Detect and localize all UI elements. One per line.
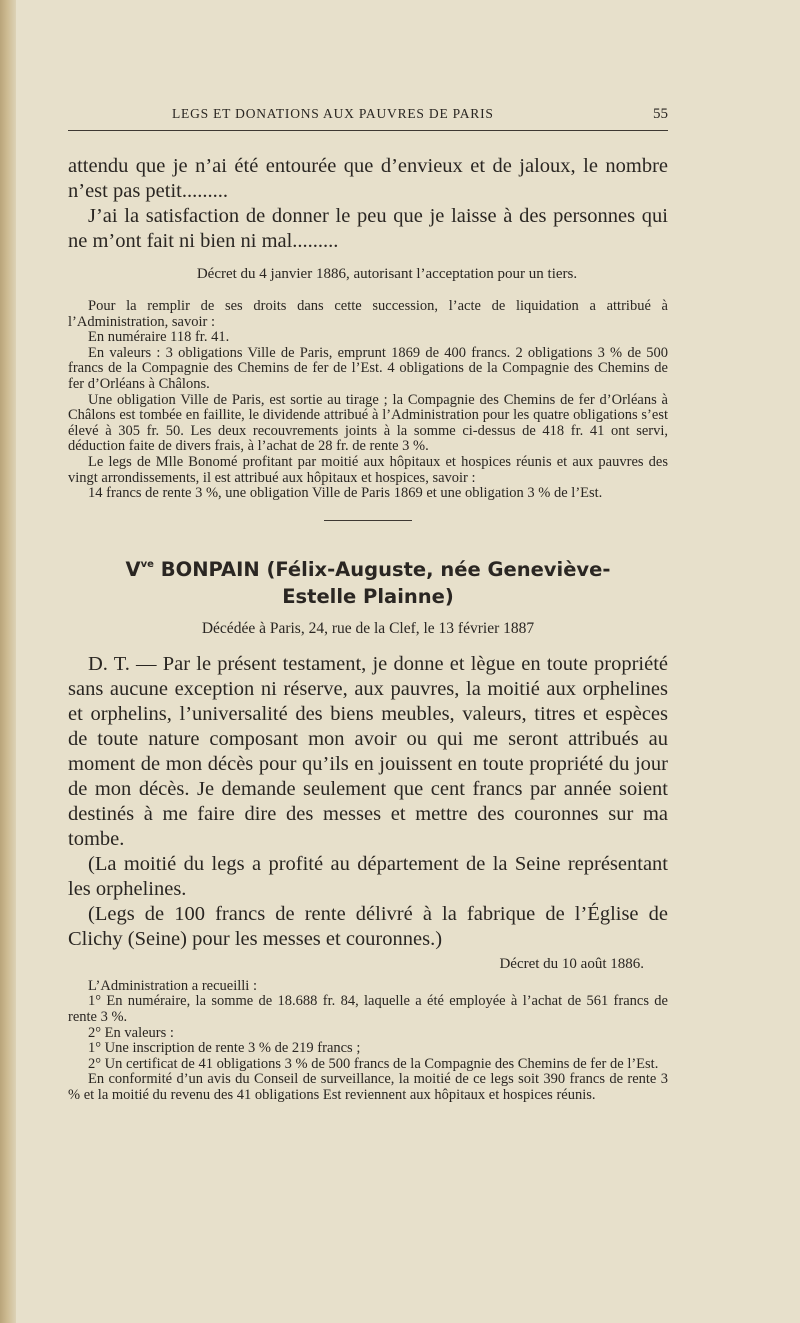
note-paragraph: En valeurs : 3 obligations Ville de Paris, emprunt 1869 de 400 francs. 2 obligations 3 % de 500 francs de la Compagnie des Chemins de fer de l’Est. 4 obligations de la Compagnie des Chemins de fer d’Orléans à Châlons.	[68, 344, 668, 392]
heading-name-line1: BONPAIN (Félix-Auguste, née Geneviève-	[160, 557, 611, 581]
note-paragraph: 1° Une inscription de rente 3 % de 219 francs ;	[88, 1040, 361, 1057]
entry-heading	[68, 551, 668, 610]
testament-paragraph: attendu que je n’ai été entourée que d’envieux et de jaloux, le nombre n’est pas petit.........	[68, 155, 668, 202]
decree-line: Décret du 10 août 1886.	[499, 955, 644, 972]
note-paragraph: 1° En numéraire, la somme de 18.688 fr. 84, laquelle a été employée à l’achat de 561 francs de rente 3 %.	[68, 993, 668, 1025]
note-paragraph: 2° En valeurs :	[88, 1024, 174, 1041]
section-divider	[324, 520, 412, 521]
page-number: 55	[653, 106, 668, 122]
page-content	[68, 154, 668, 1103]
note-paragraph: Pour la remplir de ses droits dans cette succession, l’acte de liquidation a attribué à l’Administration, savoir :	[68, 298, 668, 330]
testament-paragraph: (La moitié du legs a profité au département de la Seine représentant les orphelines.	[68, 852, 668, 900]
decree-line: Décret du 4 janvier 1886, autorisant l’acceptation pour un tiers.	[196, 266, 578, 282]
note-paragraph: L’Administration a recueilli :	[88, 977, 257, 994]
header-rule	[68, 130, 668, 131]
note-paragraph: En numéraire 118 fr. 41.	[88, 329, 230, 346]
deceased-line: Décédée à Paris, 24, rue de la Clef, le 13 février 1887	[201, 619, 535, 637]
testament-paragraph: J’ai la satisfaction de donner le peu que je laisse à des personnes qui ne m’ont fait ni bien ni mal.........	[68, 205, 668, 252]
heading-prefix-superscript: ve	[140, 558, 154, 570]
heading-prefix: V	[125, 557, 141, 581]
note-paragraph: Une obligation Ville de Paris, est sortie au tirage ; la Compagnie des Chemins de fer d’Orléans à Châlons est tombée en faillite, le dividende attribué à l’Administration pour les quatre obligations s’est élevé à 305 fr. 50. Les deux recouvrements joints à la somme ci-dessus de 418 fr. 41 ont servi, déduction faite de divers frais, à l’achat de 28 fr. de rente 3 %.	[68, 391, 668, 455]
first-entry	[68, 154, 668, 502]
running-title: LEGS ET DONATIONS AUX PAUVRES DE PARIS	[172, 106, 494, 121]
note-paragraph: 14 francs de rente 3 %, une obligation Ville de Paris 1869 et une obligation 3 % de l’Est.	[88, 485, 603, 502]
note-paragraph: Le legs de Mlle Bonomé profitant par moitié aux hôpitaux et hospices réunis et aux pauvres des vingt arrondissements, il est attribué aux hôpitaux et hospices, savoir :	[68, 453, 668, 486]
note-paragraph: 2° Un certificat de 41 obligations 3 % de 500 francs de la Compagnie des Chemins de fer de l’Est.	[88, 1055, 659, 1072]
heading-name-line2: Estelle Plainne)	[282, 584, 454, 608]
note-paragraph: En conformité d’un avis du Conseil de surveillance, la moitié de ce legs soit 390 francs de rente 3 % et la moitié du revenu des 41 obligations Est reviennent aux hôpitaux et hospices réunis.	[68, 1071, 668, 1103]
second-entry	[68, 551, 668, 1104]
book-binding-edge	[0, 0, 16, 1323]
testament-paragraph: D. T. — Par le présent testament, je donne et lègue en toute propriété sans aucune exception ni réserve, aux pauvres, la moitié aux orphelines et orphelins, l’universalité des biens meubles, valeurs, titres et espèces de toute nature composant mon avoir ou qui me seront attribués au moment de mon décès pour qu’ils en jouissent en toute propriété du jour de mon décès. Je demande seulement que cent francs par année soient destinés à me faire dire des messes et mettre des couronnes sur ma tombe.	[68, 652, 668, 850]
testament-paragraph: (Legs de 100 francs de rente délivré à la fabrique de l’Église de Clichy (Seine) pour les messes et couronnes.)	[68, 902, 668, 950]
